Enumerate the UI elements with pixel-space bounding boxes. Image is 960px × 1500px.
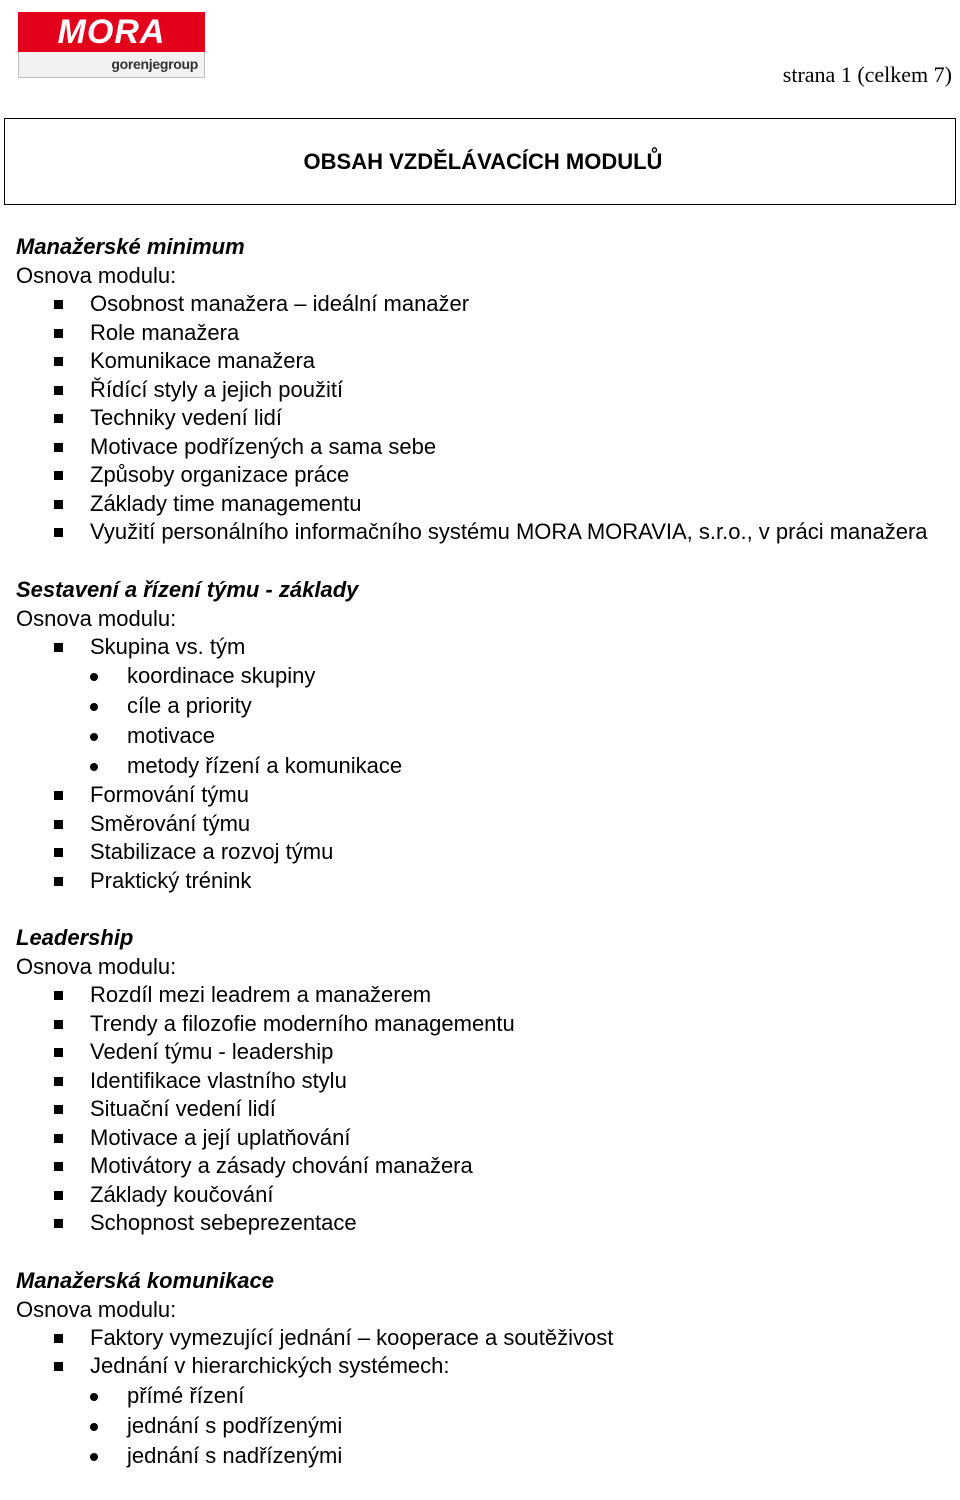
module-sestaveni-tymu [16,575,946,896]
list-item: Trendy a filozofie moderního managementu [16,1010,946,1039]
outline-label: Osnova modulu: [16,1296,177,1322]
list-item: Základy koučování [16,1181,946,1210]
logo-red-band [18,12,205,52]
sub-list-item: přímé řízení [16,1381,946,1411]
module-title: Leadership [16,925,134,950]
list-item: Vedení týmu - leadership [16,1038,946,1067]
list-item: Rozdíl mezi leadrem a manažerem [16,981,946,1010]
logo-wordmark: MORA [57,13,166,51]
list-item: Role manažera [16,319,946,348]
list-item: Řídící styly a jejich použití [16,376,946,405]
outline-list [16,981,946,1238]
outline-label: Osnova modulu: [16,605,177,631]
list-item: Formování týmu [16,781,946,810]
list-item: Faktory vymezující jednání – kooperace a soutěživost [16,1324,946,1353]
sub-list [16,661,946,781]
sub-list-item: cíle a priority [16,691,946,721]
list-item: Směrování týmu [16,810,946,839]
sub-list-item: motivace [16,721,946,751]
list-item: Stabilizace a rozvoj týmu [16,838,946,867]
sub-list-item: metody řízení a komunikace [16,751,946,781]
document-body [16,232,946,1471]
module-leadership [16,923,946,1238]
outline-label: Osnova modulu: [16,263,177,288]
list-item: Komunikace manažera [16,347,946,376]
list-item: Techniky vedení lidí [16,404,946,433]
outline-list [16,290,946,547]
section-spacer [16,895,946,923]
list-item: Skupina vs. tým [16,633,946,662]
list-item: Schopnost sebeprezentace [16,1209,946,1238]
list-item: Motivátory a zásady chování manažera [16,1152,946,1181]
list-item: Způsoby organizace práce [16,461,946,490]
sub-list-item: koordinace skupiny [16,661,946,691]
list-item: Využití personálního informačního systému MORA MORAVIA, s.r.o., v práci manažera [16,518,946,547]
list-item: Identifikace vlastního stylu [16,1067,946,1096]
section-spacer [16,1238,946,1266]
sub-list-item: jednání s podřízenými [16,1411,946,1441]
list-item: Základy time managementu [16,490,946,519]
list-item: Praktický trénink [16,867,946,896]
list-item: Jednání v hierarchických systémech: [16,1352,946,1381]
outline-list-continued [16,781,946,895]
module-manazerske-minimum [16,232,946,547]
list-item: Situační vedení lidí [16,1095,946,1124]
logo-group-band [18,52,205,78]
module-title: Manažerské minimum [16,234,245,259]
title-box [4,118,956,205]
module-title: Manažerská komunikace [16,1267,275,1293]
module-title: Sestavení a řízení týmu - základy [16,576,359,602]
list-item: Motivace a její uplatňování [16,1124,946,1153]
list-item: Osobnost manažera – ideální manažer [16,290,946,319]
outline-list [16,633,946,662]
mora-gorenje-logo [18,12,205,78]
outline-list [16,1324,946,1381]
list-item: Motivace podřízených a sama sebe [16,433,946,462]
logo-group-text: gorenjegroup [111,56,198,72]
sub-list [16,1381,946,1471]
sub-list-item: jednání s nadřízenými [16,1441,946,1471]
module-manazerska-komunikace [16,1266,946,1471]
page-number: strana 1 (celkem 7) [782,62,952,87]
document-title: OBSAH VZDĚLÁVACÍCH MODULŮ [303,148,663,174]
outline-label: Osnova modulu: [16,954,177,979]
section-spacer [16,547,946,575]
